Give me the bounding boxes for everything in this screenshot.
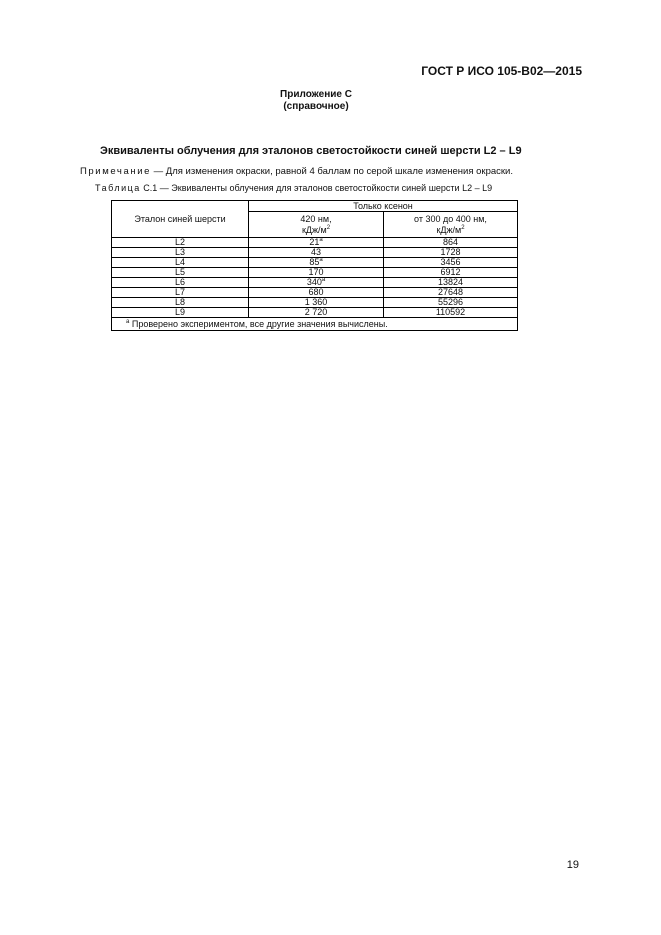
cell-420nm: 1 360 [249,298,384,308]
header-300-400nm [384,212,518,238]
cell-420nm: 21$^a$ [249,238,384,248]
cell-standard: L4 [112,258,249,268]
header-420nm-unit: кДж/м [301,224,327,235]
table-row [112,238,518,248]
cell-420nm: 2 720 [249,308,384,318]
header-420nm-label: 420 нм, [300,213,332,224]
cell-420nm: 680 [249,288,384,298]
table-caption-text: С.1 — Эквиваленты облучения для эталонов светостойкости синей шерсти L2 – L9 [140,183,493,193]
cell-420nm: 340$^a$ [249,278,384,288]
exposure-table [111,200,518,331]
table-footnote-mark: a [126,318,130,325]
table-row [112,308,518,318]
note-label: Примечание [80,166,151,177]
cell-standard: L2 [112,238,249,248]
cell-standard: L8 [112,298,249,308]
cell-standard: L5 [112,268,249,278]
table-footnote-row [112,318,518,331]
annex-title: Приложение С [280,89,352,100]
table-caption [95,183,492,193]
table-row [112,268,518,278]
annex-kind: (справочное) [283,101,349,112]
cell-standard: L3 [112,248,249,258]
footnote-mark: a [321,277,326,283]
cell-300-400nm: 1728 [384,248,518,258]
cell-420nm: 43 [249,248,384,258]
table-footnote-text: Проверено экспериментом, все другие значения вычислены. [129,318,388,329]
annex-title-block [0,89,632,113]
header-420nm-unit-power: 2 [326,224,331,231]
cell-300-400nm: 3456 [384,258,518,268]
table-footnote [112,318,518,331]
cell-300-400nm: 55296 [384,298,518,308]
table-row [112,288,518,298]
header-standard: Эталон синей шерсти [112,201,249,238]
note [80,166,513,177]
standard-code: ГОСТ Р ИСО 105-В02—2015 [421,64,582,78]
cell-300-400nm: 13824 [384,278,518,288]
header-420nm [249,212,384,238]
table-caption-label: Таблица [95,183,141,193]
cell-420nm: 170 [249,268,384,278]
table-row [112,248,518,258]
header-300-400nm-label: от 300 до 400 нм, [414,213,487,224]
cell-300-400nm: 6912 [384,268,518,278]
footnote-mark: a [319,237,323,243]
cell-300-400nm: 864 [384,238,518,248]
cell-300-400nm: 110592 [384,308,518,318]
cell-standard: L9 [112,308,249,318]
cell-420nm: 85$^a$ [249,258,384,268]
table-row [112,258,518,268]
table-row [112,298,518,308]
section-heading: Эквиваленты облучения для эталонов светостойкости синей шерсти L2 – L9 [100,145,522,157]
footnote-mark: a [319,257,323,263]
header-300-400nm-unit: кДж/м [436,224,462,235]
cell-300-400nm: 27648 [384,288,518,298]
page-number: 19 [566,859,579,871]
header-300-400nm-unit-power: 2 [461,224,465,231]
note-text: — Для изменения окраски, равной 4 баллам по серой шкале изменения окраски. [151,166,513,177]
cell-standard: L7 [112,288,249,298]
table-row [112,278,518,288]
cell-standard: L6 [112,278,249,288]
header-xenon: Только ксенон [249,201,518,212]
